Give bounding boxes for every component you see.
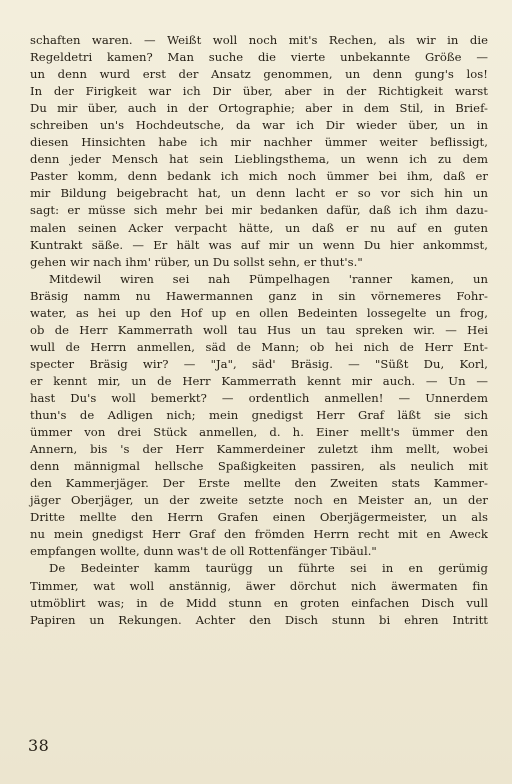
paragraph xyxy=(30,271,488,561)
text-line: diesen Hinsichten habe ich mir nachher ümmer weiter beflissigt, xyxy=(30,135,488,150)
text-line: den Kammerjäger. Der Erste mellte den Zweiten stats Kammer- xyxy=(30,476,488,491)
text-line: utmöblirt was; in de Midd stunn en groten einfachen Disch vull xyxy=(30,595,488,610)
text-line: Timmer, wat woll anstännig, äwer dörchut nich äwermaten fin xyxy=(30,578,488,593)
text-line: thun's de Adligen nich; mein gnedigst Herr Graf läßt sie sich xyxy=(30,408,488,423)
text-line: schaften waren. — Weißt woll noch mit's Rechen, als wir in die xyxy=(30,33,488,47)
text-line: un denn wurd erst der Ansatz genommen, un denn gung's los! xyxy=(30,67,488,82)
text-line: wull de Herrn anmellen, säd de Mann; ob hei nich de Herr Ent- xyxy=(30,339,488,354)
text-line: water, as hei up den Hof up en ollen Bedeinten lossegelte un frog, xyxy=(30,305,488,320)
text-line: mir Bildung beigebracht hat, un denn lacht er so vor sich hin un xyxy=(30,186,488,201)
text-line: denn männigmal hellsche Spaßigkeiten passiren, als neulich mit xyxy=(30,459,488,474)
page-number: 38 xyxy=(28,736,50,755)
text-line: Annern, bis 's der Herr Kammerdeiner zuletzt ihm mellt, wobei xyxy=(30,442,488,457)
text-line: Regeldetri kamen? Man suche die vierte unbekannte Größe — xyxy=(30,50,488,65)
text-line: schreiben un's Hochdeutsche, da war ich Dir wieder über, un in xyxy=(30,118,488,133)
text-line: sagt: er müsse sich mehr bei mir bedanken dafür, daß ich ihm dazu- xyxy=(30,203,488,218)
text-line: Mitdewil wiren sei nah Pümpelhagen 'ranner kamen, un xyxy=(49,271,488,286)
body-text xyxy=(30,32,488,629)
text-line: In der Firigkeit war ich Dir über, aber in der Richtigkeit warst xyxy=(30,84,488,99)
text-line: nu mein gnedigst Herr Graf den frömden Herrn recht mit en Aweck xyxy=(30,527,488,542)
paragraph xyxy=(30,32,488,271)
text-line: Bräsig namm nu Hawermannen ganz in sin vörnemeres Fohr- xyxy=(30,288,488,303)
text-line: empfangen wollte, dunn was't de oll Rottenfänger Tibäul." xyxy=(30,544,377,559)
text-line: malen seinen Acker verpacht hätte, un daß er nu auf en guten xyxy=(30,220,488,235)
text-line: Du mir über, auch in der Ortographie; aber in dem Stil, in Brief- xyxy=(30,101,488,116)
text-line: De Bedeinter kamm taurügg un führte sei in en gerümig xyxy=(49,561,488,576)
paragraph xyxy=(30,560,488,628)
text-line: denn jeder Mensch hat sein Lieblingsthema, un wenn ich zu dem xyxy=(30,152,488,167)
text-line: hast Du's woll bemerkt? — ordentlich anmellen! — Unnerdem xyxy=(30,390,488,405)
text-line: Dritte mellte den Herrn Grafen einen Oberjägermeister, un als xyxy=(30,510,488,525)
text-line: ümmer von drei Stück anmellen, d. h. Einer mellt's ümmer den xyxy=(30,425,488,440)
text-line: ob de Herr Kammerrath woll tau Hus un tau spreken wir. — Hei xyxy=(30,322,488,337)
text-line: Kuntrakt säße. — Er hält was auf mir un wenn Du hier ankommst, xyxy=(30,237,488,252)
text-line: jäger Oberjäger, un der zweite setzte noch en Meister an, un der xyxy=(30,493,488,508)
text-line: Paster komm, denn bedank ich mich noch ümmer bei ihm, daß er xyxy=(30,169,488,184)
text-line: er kennt mir, un de Herr Kammerrath kennt mir auch. — Un — xyxy=(30,373,488,388)
text-line: specter Bräsig wir? — "Ja", säd' Bräsig. — "Süßt Du, Korl, xyxy=(30,356,488,371)
text-line: gehen wir nach ihm' rüber, un Du sollst sehn, er thut's." xyxy=(30,254,363,269)
text-line: Papiren un Rekungen. Achter den Disch stunn bi ehren Intritt xyxy=(30,612,488,627)
